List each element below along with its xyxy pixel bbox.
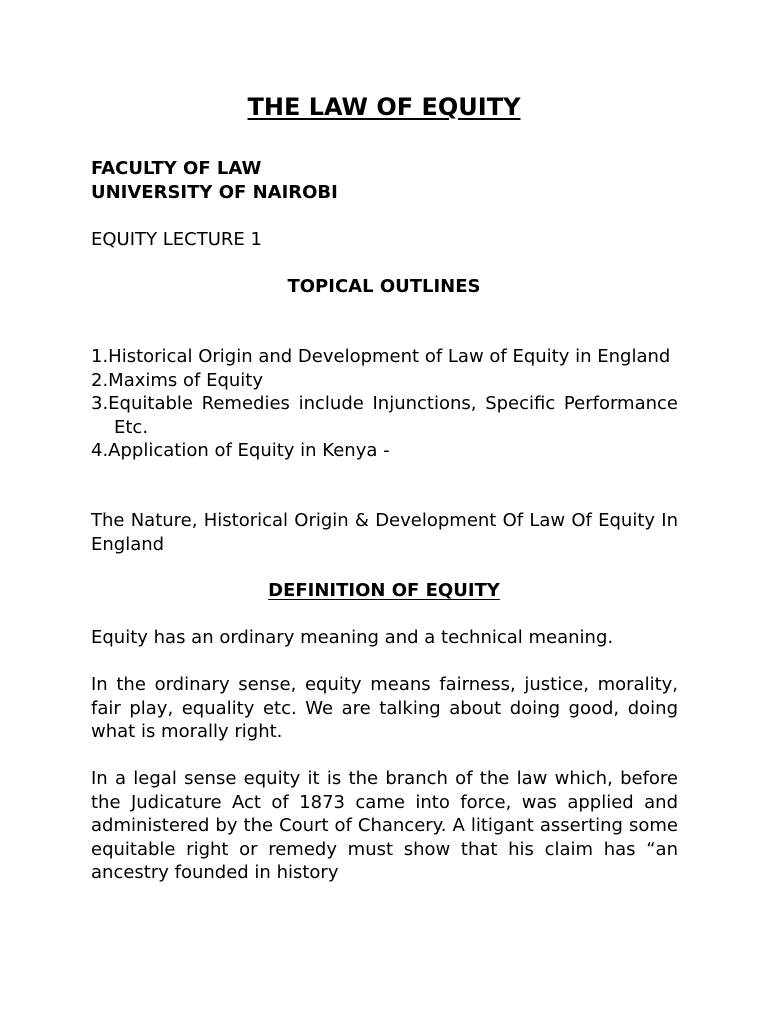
outline-list: [91, 345, 678, 463]
intro-paragraph: The Nature, Historical Origin & Development Of Law Of Equity In England: [91, 510, 678, 555]
outline-item: 1.Historical Origin and Development of Law of Equity in England: [91, 346, 671, 367]
body-paragraph: Equity has an ordinary meaning and a technical meaning.: [91, 627, 614, 648]
outline-heading: TOPICAL OUTLINES: [287, 276, 481, 297]
outline-item: 2.Maxims of Equity: [91, 369, 264, 391]
document-title: THE LAW OF EQUITY: [247, 93, 521, 121]
faculty-line: FACULTY OF LAW: [91, 158, 262, 179]
definition-heading-wrap: [0, 579, 768, 603]
lecture-label: EQUITY LECTURE 1: [91, 229, 262, 250]
body-paragraph: In a legal sense equity it is the branch of the law which, before the Judicature Act of 1873 came into force, was applied and administered by the Court of Chancery. A litigant asserting some equitable right or remedy must show that his claim has “an ancestry founded in history: [91, 768, 678, 883]
definition-heading: DEFINITION OF EQUITY: [268, 580, 500, 601]
faculty-heading: [91, 157, 678, 204]
outline-item: 3.Equitable Remedies include Injunctions, Specific Performance Etc.: [91, 393, 678, 438]
university-line: UNIVERSITY OF NAIROBI: [91, 181, 338, 203]
body-paragraph: In the ordinary sense, equity means fairness, justice, morality, fair play, equality etc. We are talking about doing good, doing what is morally right.: [91, 674, 678, 742]
outline-item: 4.Application of Equity in Kenya -: [91, 440, 390, 461]
